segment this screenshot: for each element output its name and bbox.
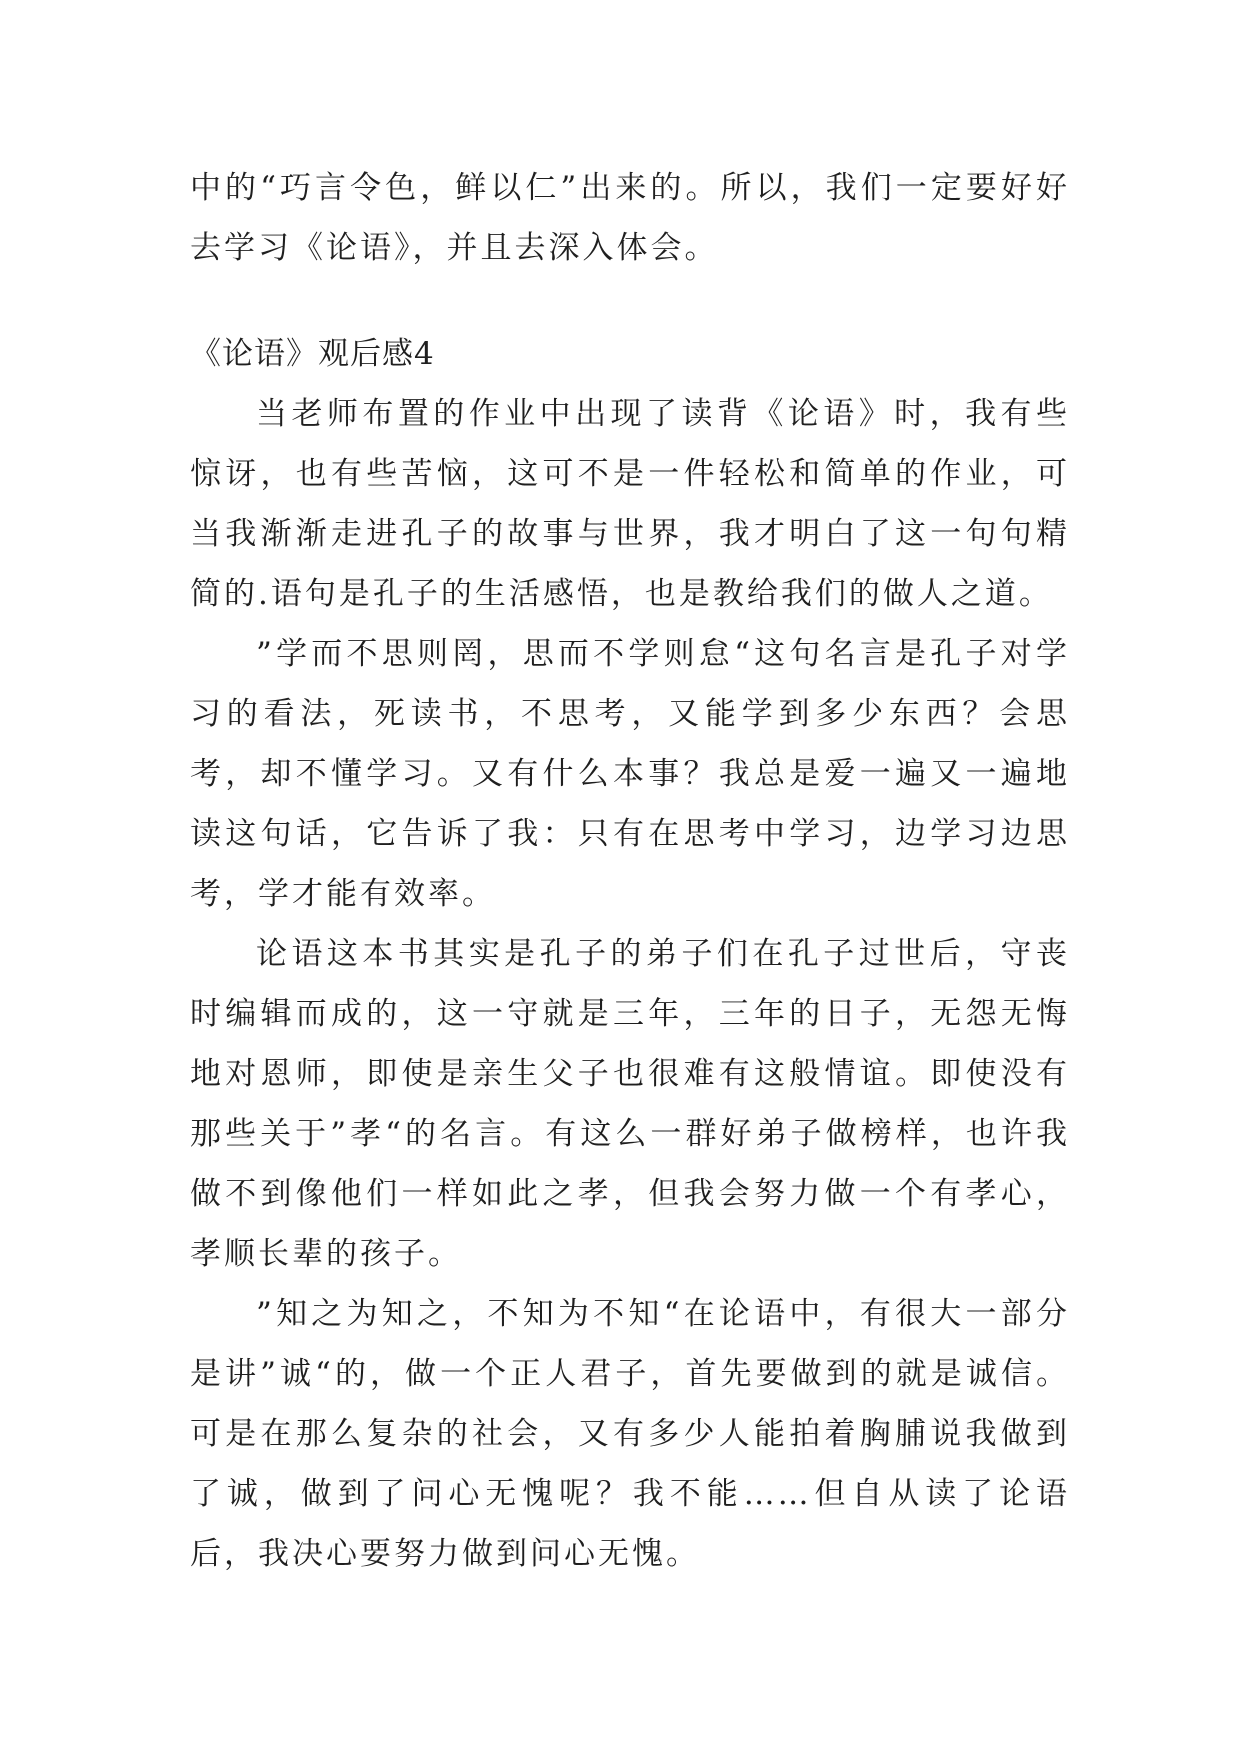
document-body <box>190 158 1070 1584</box>
body-paragraph-2: ”学而不思则罔，思而不学则怠“这句名言是孔子对学习的看法，死读书，不思考，又能学到多少东西？会思考，却不懂学习。又有什么本事？我总是爱一遍又一遍地读这句话，它告诉了我：只有在思考中学习，边学习边思考，学才能有效率。 <box>190 636 1070 912</box>
body-paragraph-4: ”知之为知之，不知为不知“在论语中，有很大一部分是讲”诚“的，做一个正人君子，首先要做到的就是诚信。可是在那么复杂的社会，又有多少人能拍着胸脯说我做到了诚，做到了问心无愧呢？我不能……但自从读了论语后，我决心要努力做到问心无愧。 <box>190 1296 1070 1572</box>
section-spacer <box>190 278 1070 324</box>
continuation-paragraph: 中的“巧言令色，鲜以仁”出来的。所以，我们一定要好好去学习《论语》，并且去深入体会。 <box>190 170 1070 266</box>
section-title: 《论语》观后感4 <box>190 336 435 372</box>
body-paragraph-1: 当老师布置的作业中出现了读背《论语》时，我有些惊讶，也有些苦恼，这可不是一件轻松和简单的作业，可当我渐渐走进孔子的故事与世界，我才明白了这一句句精简的.语句是孔子的生活感悟，也是教给我们的做人之道。 <box>190 396 1070 612</box>
body-paragraph-3: 论语这本书其实是孔子的弟子们在孔子过世后，守丧时编辑而成的，这一守就是三年，三年的日子，无怨无悔地对恩师，即使是亲生父子也很难有这般情谊。即使没有那些关于”孝“的名言。有这么一群好弟子做榜样，也许我做不到像他们一样如此之孝，但我会努力做一个有孝心，孝顺长辈的孩子。 <box>190 936 1070 1272</box>
